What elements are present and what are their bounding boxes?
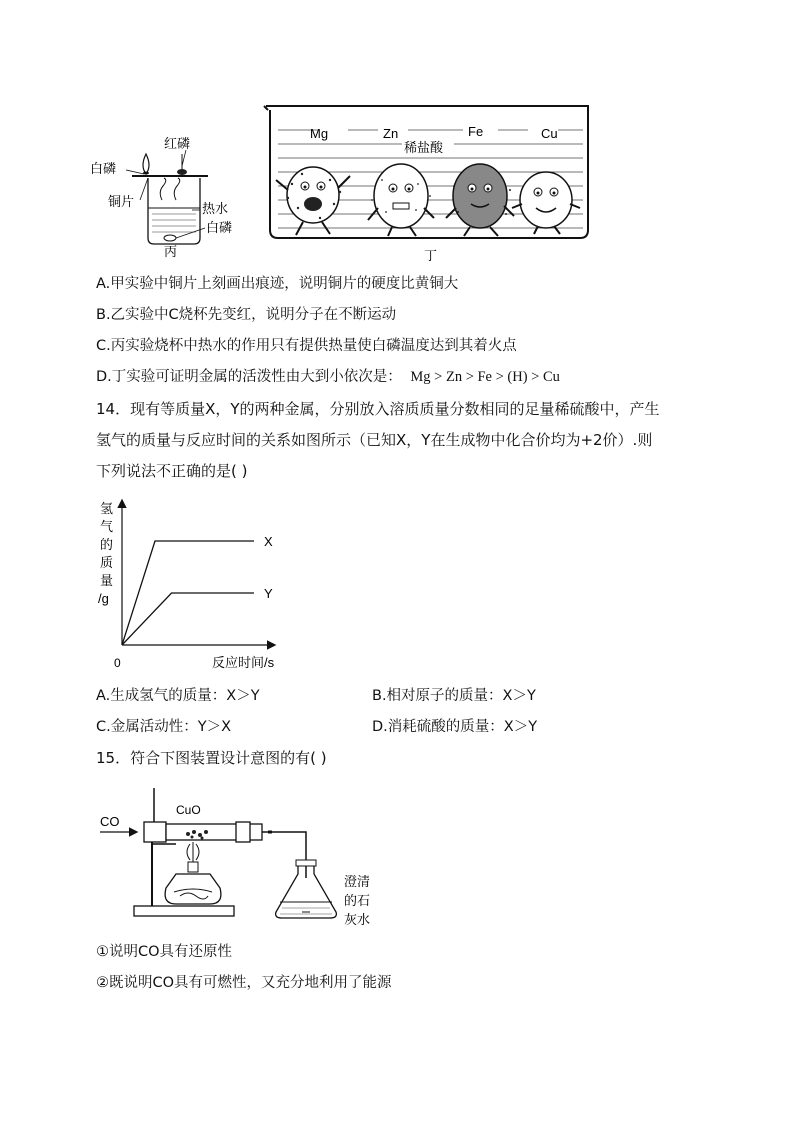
label-white-phosphorus: 白磷 bbox=[90, 161, 117, 176]
label-limewater-1: 澄清 bbox=[344, 874, 371, 889]
metal-label-zn: Zn bbox=[383, 126, 399, 141]
q14-stem-line-3: 下列说法不正确的是( ) bbox=[96, 462, 248, 480]
zn-character bbox=[368, 164, 434, 236]
y-axis-label-char: 量 bbox=[100, 573, 114, 588]
caption-ding: 丁 bbox=[424, 248, 438, 263]
label-co: CO bbox=[100, 814, 120, 829]
q13-option-a: A.甲实验中铜片上刻画出痕迹，说明铜片的硬度比黄铜大 bbox=[96, 276, 459, 292]
series-label-x: X bbox=[264, 534, 273, 549]
q13-option-d bbox=[96, 367, 560, 387]
y-axis-label-char: 气 bbox=[100, 519, 114, 534]
y-axis-label-char: 的 bbox=[100, 537, 114, 552]
x-axis-label: 反应时间/s bbox=[212, 655, 275, 670]
q15-statement-1: ①说明CO具有还原性 bbox=[96, 944, 233, 960]
fe-character bbox=[446, 164, 514, 236]
metal-label-cu: Cu bbox=[541, 126, 558, 141]
label-limewater-2: 的石 bbox=[344, 893, 371, 908]
caption-bing: 丙 bbox=[164, 244, 178, 259]
q13-option-b: B.乙实验中C烧杯先变红，说明分子在不断运动 bbox=[96, 307, 397, 323]
label-hot-water: 热水 bbox=[202, 201, 229, 216]
y-axis-label-char: 质 bbox=[100, 555, 114, 570]
q15-stem: 15．符合下图装置设计意图的有( ) bbox=[96, 749, 327, 767]
figure-ding bbox=[258, 100, 598, 265]
figure-bing bbox=[86, 128, 256, 263]
label-white-phosphorus-bottom: 白磷 bbox=[206, 220, 233, 235]
q15-apparatus bbox=[96, 778, 376, 938]
series-label-y: Y bbox=[264, 586, 273, 601]
q14-option-c: C.金属活动性：Y＞X bbox=[96, 719, 232, 735]
y-axis-label-char: 氢 bbox=[100, 501, 114, 516]
q14-option-b: B.相对原子的质量：X＞Y bbox=[372, 688, 536, 704]
origin-label: 0 bbox=[114, 656, 121, 670]
q13-option-d-text: D.丁实验可证明金属的活泼性由大到小依次是： bbox=[96, 369, 402, 385]
label-dilute-hcl: 稀盐酸 bbox=[404, 140, 444, 155]
series-line-y bbox=[122, 593, 254, 645]
mg-character bbox=[276, 167, 350, 235]
q14-option-a: A.生成氢气的质量：X＞Y bbox=[96, 688, 260, 704]
label-copper-sheet: 铜片 bbox=[108, 194, 135, 209]
metal-label-fe: Fe bbox=[468, 124, 484, 139]
label-cuo: CuO bbox=[176, 803, 201, 817]
q13-option-c: C.丙实验烧杯中热水的作用只有提供热量使白磷温度达到其着火点 bbox=[96, 338, 517, 354]
q15-statement-2: ②既说明CO具有可燃性，又充分地利用了能源 bbox=[96, 975, 392, 991]
label-limewater-3: 灰水 bbox=[344, 912, 371, 927]
q14-option-d: D.消耗硫酸的质量：X＞Y bbox=[372, 719, 538, 735]
metal-label-mg: Mg bbox=[310, 126, 329, 141]
label-red-phosphorus: 红磷 bbox=[164, 136, 191, 151]
y-axis-label bbox=[98, 501, 113, 606]
cu-character bbox=[512, 172, 580, 234]
y-axis-label-char: /g bbox=[98, 591, 109, 606]
q14-stem-line-1: 14．现有等质量X，Y的两种金属，分别放入溶质质量分数相同的足量稀硫酸中，产生 bbox=[96, 400, 660, 418]
q13-option-d-order: Mg > Zn > Fe > (H) > Cu bbox=[410, 369, 560, 385]
q14-stem-line-2: 氢气的质量与反应时间的关系如图所示（已知X，Y在生成物中化合价均为+2价）.则 bbox=[96, 431, 653, 449]
q14-chart bbox=[96, 495, 296, 675]
